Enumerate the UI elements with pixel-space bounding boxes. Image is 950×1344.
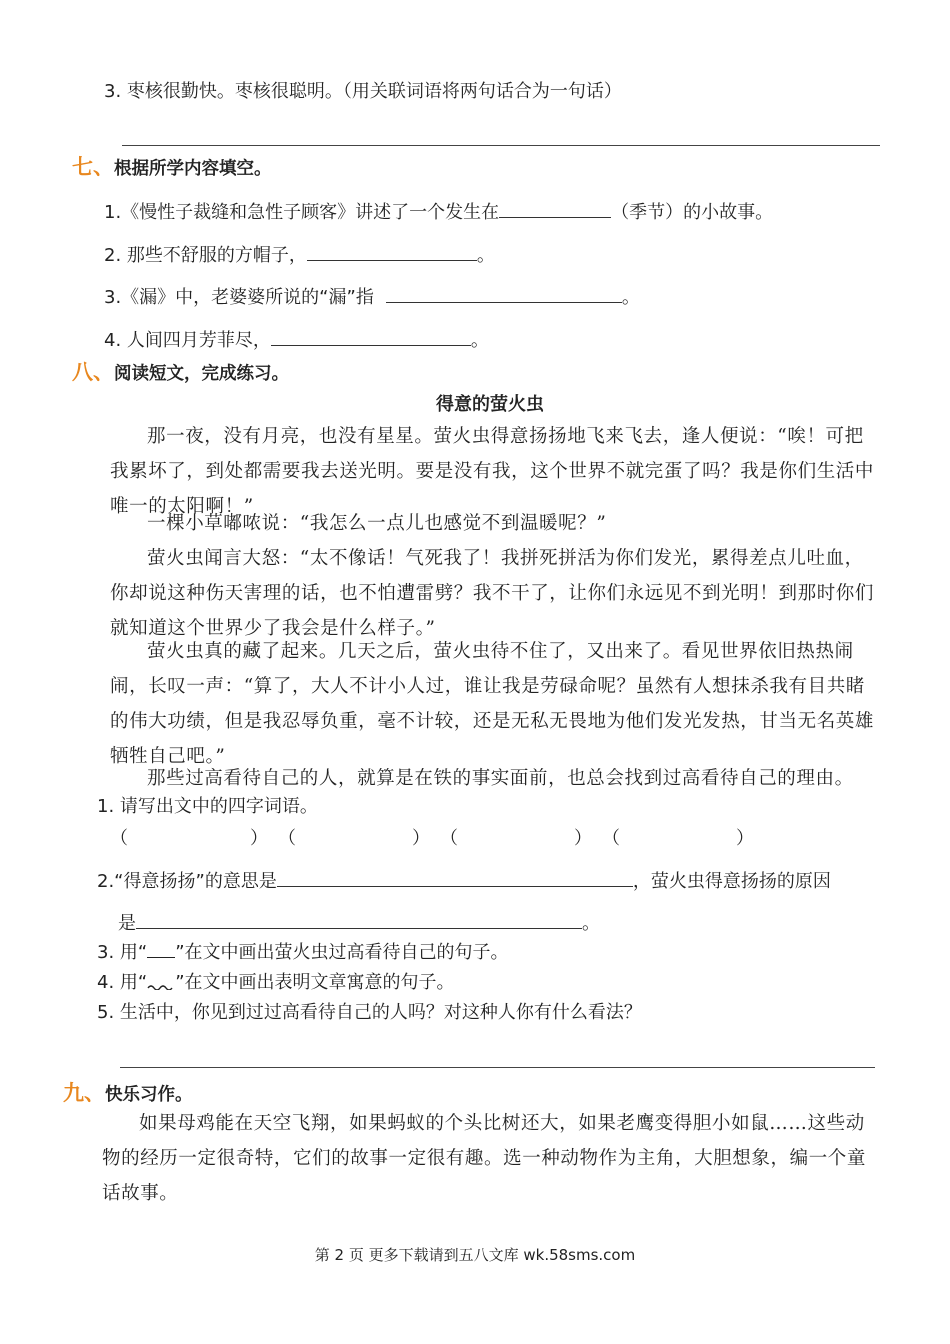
paren-close: ） [736,828,754,849]
fill-blank[interactable] [499,199,611,218]
straight-underline-sample [147,943,175,958]
story-paragraph-1: 那一夜，没有月亮，也没有星星。萤火虫得意扬扬地飞来飞去，逢人便说：“唉！可把我累坏了，到处都需要我去送光明。要是没有我，这个世界不就完蛋了吗？我是你们生活中唯一的太阳啊！” [110,426,875,517]
sec8-q2-cont [118,910,600,936]
sec8-q5: 5. 生活中，你见到过过高看待自己的人吗？对这种人你有什么看法？ [97,1002,642,1023]
sec7-item-3 [104,284,640,310]
section-number: 八、 [72,360,114,384]
story-paragraph-4: 萤火虫真的藏了起来。几天之后，萤火虫待不住了，又出来了。看见世界依旧热热闹闹，长叹一声：“算了，大人不计小人过，谁让我是劳碌命呢？虽然有人想抹杀我有目共睹的伟大功绩，但是我忍辱负重，毫不计较，还是无私无畏地为他们发光发热，甘当无名英雄牺牲自己吧。” [110,641,875,767]
item-text: 3.《漏》中，老婆婆所说的“漏”指 [104,287,374,308]
item-text: （季节）的小故事。 [611,202,774,223]
section-8-header [72,356,289,386]
item-text: 。 [476,245,495,266]
sec8-q4 [97,971,455,995]
fill-blank[interactable] [386,284,622,303]
section-title: 快乐习作。 [105,1085,193,1105]
paren-open: （ [110,828,128,849]
q-text: 3. 用“ [97,942,148,963]
q-text: 2.“得意扬扬”的意思是 [97,871,277,892]
sec8-q1: 1. 请写出文中的四字词语。 [97,796,318,817]
item-text: 。 [621,287,640,308]
sec8-q3 [97,941,509,965]
item-text: 1.《慢性子裁缝和急性子顾客》讲述了一个发生在 [104,202,500,223]
story-paragraph-5: 那些过高看待自己的人，就算是在铁的事实面前，也总会找到过高看待自己的理由。 [147,768,854,789]
item-text: 。 [470,330,489,351]
q-text: 是 [118,913,136,934]
fill-blank[interactable] [136,910,582,929]
q-text: 4. 用“ [97,972,148,993]
fill-blank[interactable] [307,242,477,261]
story-paragraph-3: 萤火虫闻言大怒：“太不像话！气死我了！我拼死拼活为你们发光，累得差点儿吐血，你却说这种伤天害理的话，也不怕遭雷劈？我不干了，让你们永远见不到光明！到那时你们就知道这个世界少了我会是什么样子。” [110,548,875,639]
sec7-item-4 [104,327,489,353]
section-number: 七、 [72,155,114,179]
q-text: ”在文中画出表明文章寓意的句子。 [175,972,455,993]
story-title: 得意的萤火虫 [436,394,544,415]
paren-open: （ [602,828,620,849]
item-text: 4. 人间四月芳菲尽， [104,330,271,351]
q6-item-3: 3. 枣核很勤快。枣核很聪明。（用关联词语将两句话合为一句话） [104,81,622,102]
fill-blank[interactable] [271,327,471,346]
section-9-header [63,1077,193,1107]
answer-line [120,1067,875,1068]
answer-line [122,145,880,146]
paren-open: （ [440,828,458,849]
section-title: 阅读短文，完成练习。 [114,364,289,384]
item-text: 2. 那些不舒服的方帽子， [104,245,307,266]
sec7-item-2 [104,242,495,268]
q-text: 。 [582,913,600,934]
paren-close: ） [250,828,268,849]
wavy-underline-sample [147,976,175,990]
writing-prompt: 如果母鸡能在天空飞翔，如果蚂蚁的个头比树还大，如果老鹰变得胆小如鼠……这些动物的经历一定很奇特，它们的故事一定很有趣。选一种动物作为主角，大胆想象，编一个童话故事。 [102,1113,867,1204]
q-text: ，萤火虫得意扬扬的原因 [632,871,831,892]
section-number: 九、 [63,1081,105,1105]
q-text: ”在文中画出萤火虫过高看待自己的句子。 [175,942,509,963]
page-footer: 第 2 页 更多下载请到五八文库 wk.58sms.com [314,1246,636,1264]
paren-open: （ [278,828,296,849]
sec7-item-1 [104,199,773,225]
paren-close: ） [412,828,430,849]
story-paragraph-2: 一棵小草嘟哝说：“我怎么一点儿也感觉不到温暖呢？” [147,513,607,534]
section-title: 根据所学内容填空。 [114,159,272,179]
paren-close: ） [574,828,592,849]
section-7-header [72,151,272,181]
sec8-q2 [97,868,831,894]
fill-blank[interactable] [277,868,633,887]
